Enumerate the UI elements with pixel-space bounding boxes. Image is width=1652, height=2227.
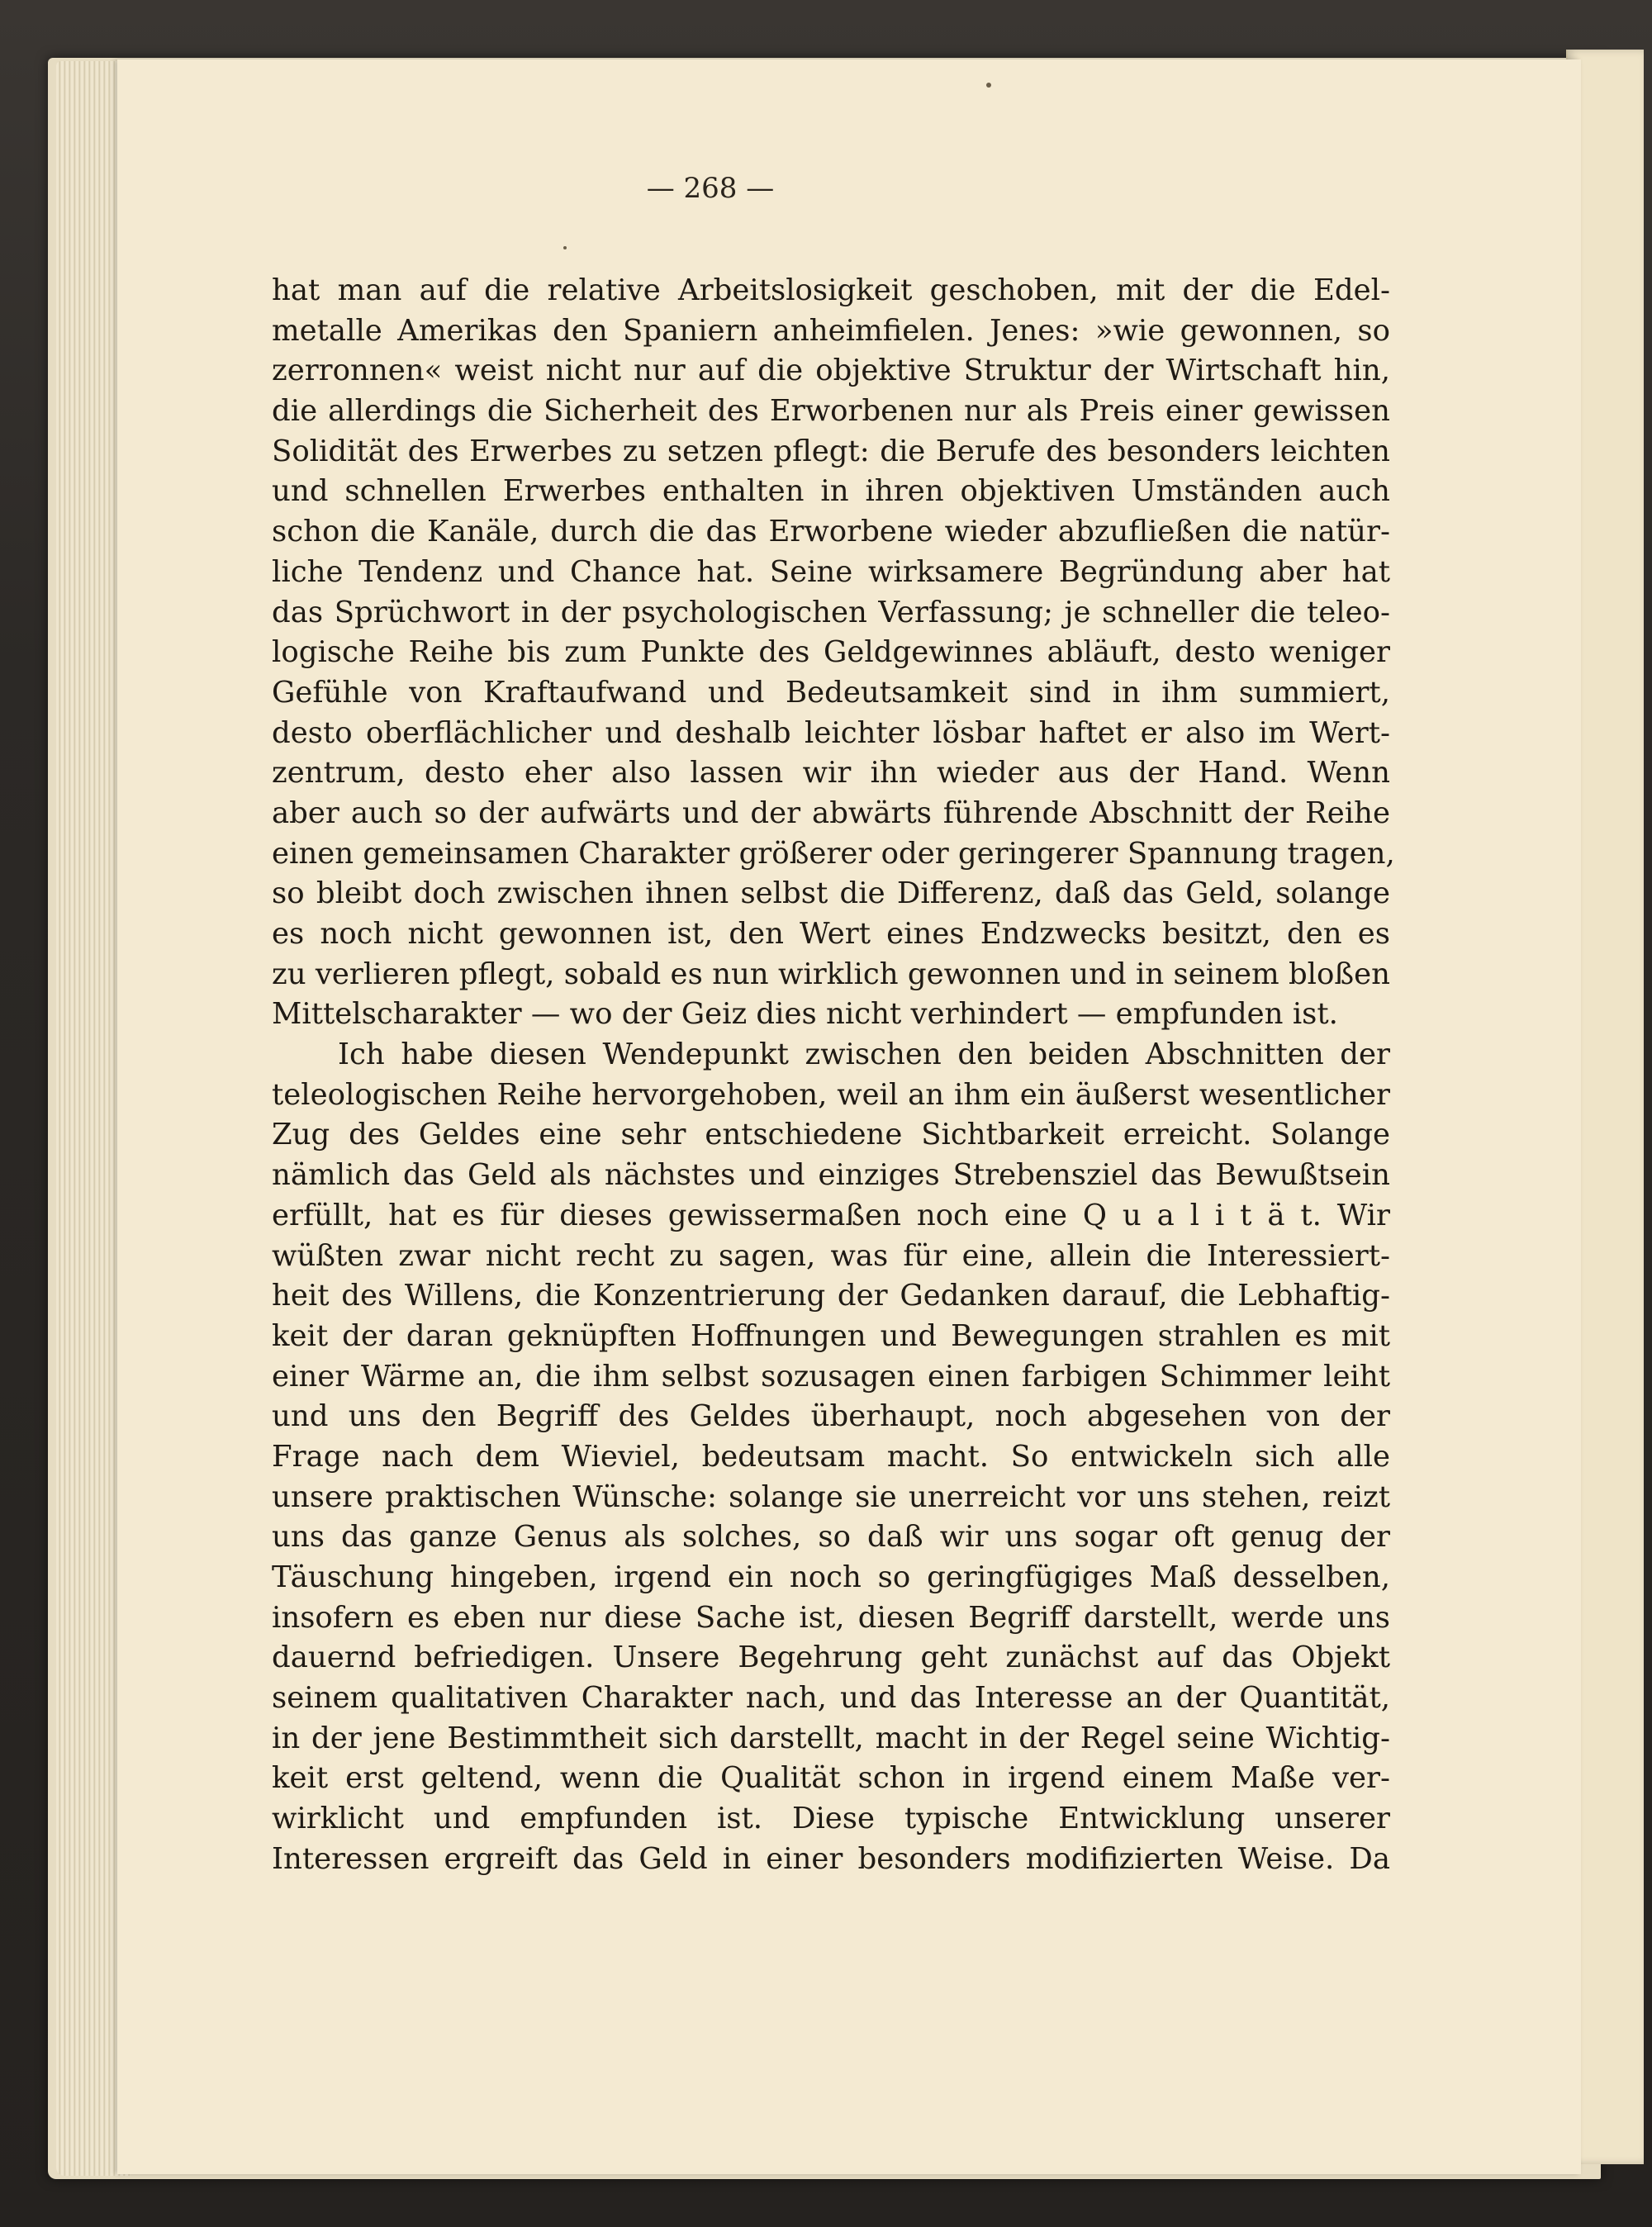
text-line: zu verlieren pflegt, sobald es nun wirklich gewonnen und in seinem bloßen xyxy=(272,957,1390,991)
text-line: desto oberflächlicher und deshalb leichter lösbar haftet er also im Wert- xyxy=(272,715,1390,750)
text-line: einer Wärme an, die ihm selbst sozusagen einen farbigen Schimmer leiht xyxy=(272,1359,1390,1394)
text-line: erfüllt, hat es für dieses gewissermaßen noch eine Q u a l i t ä t. Wir xyxy=(272,1198,1390,1232)
text-line: keit erst geltend, wenn die Qualität schon in irgend einem Maße ver- xyxy=(272,1761,1390,1796)
text-line: und uns den Begriff des Geldes überhaupt, noch abgesehen von der xyxy=(272,1399,1390,1434)
text-line: das Sprüchwort in der psychologischen Verfassung; je schneller die teleo- xyxy=(272,595,1390,629)
text-line: insofern es eben nur diese Sache ist, diesen Begriff darstellt, werde uns xyxy=(272,1600,1390,1635)
text-line: seinem qualitativen Charakter nach, und das Interesse an der Quantität, xyxy=(272,1681,1390,1716)
text-line: Ich habe diesen Wendepunkt zwischen den beiden Abschnitten der xyxy=(338,1038,1390,1072)
text-line: wüßten zwar nicht recht zu sagen, was für eine, allein die Interessiert- xyxy=(272,1238,1390,1273)
paper-speck xyxy=(986,83,991,88)
text-line: Solidität des Erwerbes zu setzen pflegt: die Berufe des besonders leichten xyxy=(272,434,1390,468)
text-line: nämlich das Geld als nächstes und einziges Strebensziel das Bewußtsein xyxy=(272,1158,1390,1193)
text-line: schon die Kanäle, durch die das Erworbene wieder abzufließen die natür- xyxy=(272,515,1390,549)
text-line: dauernd befriedigen. Unsere Begehrung geht zunächst auf das Objekt xyxy=(272,1641,1390,1675)
text-line: hat man auf die relative Arbeitslosigkeit geschoben, mit der die Edel- xyxy=(272,273,1390,307)
text-line: wirklicht und empfunden ist. Diese typische Entwicklung unserer xyxy=(272,1802,1390,1836)
text-line: Frage nach dem Wieviel, bedeutsam macht. So entwickeln sich alle xyxy=(272,1439,1390,1474)
text-line: die allerdings die Sicherheit des Erworbenen nur als Preis einer gewissen xyxy=(272,394,1390,429)
text-line: keit der daran geknüpften Hoffnungen und Bewegungen strahlen es mit xyxy=(272,1318,1390,1353)
text-line: in der jene Bestimmtheit sich darstellt, macht in der Regel seine Wichtig- xyxy=(272,1721,1390,1755)
text-line: Mittelscharakter — wo der Geiz dies nicht verhindert — empfunden ist. xyxy=(272,997,1338,1032)
body-text xyxy=(272,271,1395,1880)
text-line: zentrum, desto eher also lassen wir ihn wieder aus der Hand. Wenn xyxy=(272,756,1390,791)
text-line: einen gemeinsamen Charakter größerer oder geringerer Spannung tragen, xyxy=(272,836,1395,871)
text-line: metalle Amerikas den Spaniern anheimfielen. Jenes: »wie gewonnen, so xyxy=(272,313,1390,348)
text-line: heit des Willens, die Konzentrierung der Gedanken darauf, die Lebhaftig- xyxy=(272,1279,1390,1313)
text-line: und schnellen Erwerbes enthalten in ihren objektiven Umständen auch xyxy=(272,474,1390,509)
text-line: zerronnen« weist nicht nur auf die objektive Struktur der Wirtschaft hin, xyxy=(272,354,1390,388)
paper-speck xyxy=(563,246,567,249)
text-line: so bleibt doch zwischen ihnen selbst die Differenz, daß das Geld, solange xyxy=(272,876,1390,911)
text-line: teleologischen Reihe hervorgehoben, weil an ihm ein äußerst wesentlicher xyxy=(272,1077,1390,1112)
text-line: Gefühle von Kraftaufwand und Bedeutsamkeit sind in ihm summiert, xyxy=(272,675,1390,710)
text-line: unsere praktischen Wünsche: solange sie unerreicht vor uns stehen, reizt xyxy=(272,1479,1390,1514)
text-line: es noch nicht gewonnen ist, den Wert eines Endzwecks besitzt, den es xyxy=(272,917,1390,951)
text-line: uns das ganze Genus als solches, so daß wir uns sogar oft genug der xyxy=(272,1520,1390,1555)
page-number: — 268 — xyxy=(646,172,775,205)
text-line: Interessen ergreift das Geld in einer besonders modifizierten Weise. Da xyxy=(272,1841,1390,1876)
text-line: Zug des Geldes eine sehr entschiedene Sichtbarkeit erreicht. Solange xyxy=(272,1118,1390,1152)
text-line: liche Tendenz und Chance hat. Seine wirksamere Begründung aber hat xyxy=(272,554,1390,589)
text-line: aber auch so der aufwärts und der abwärts führende Abschnitt der Reihe xyxy=(272,795,1390,830)
text-line: Täuschung hingeben, irgend ein noch so geringfügiges Maß desselben, xyxy=(272,1560,1390,1594)
text-line: logische Reihe bis zum Punkte des Geldgewinnes abläuft, desto weniger xyxy=(272,635,1390,670)
